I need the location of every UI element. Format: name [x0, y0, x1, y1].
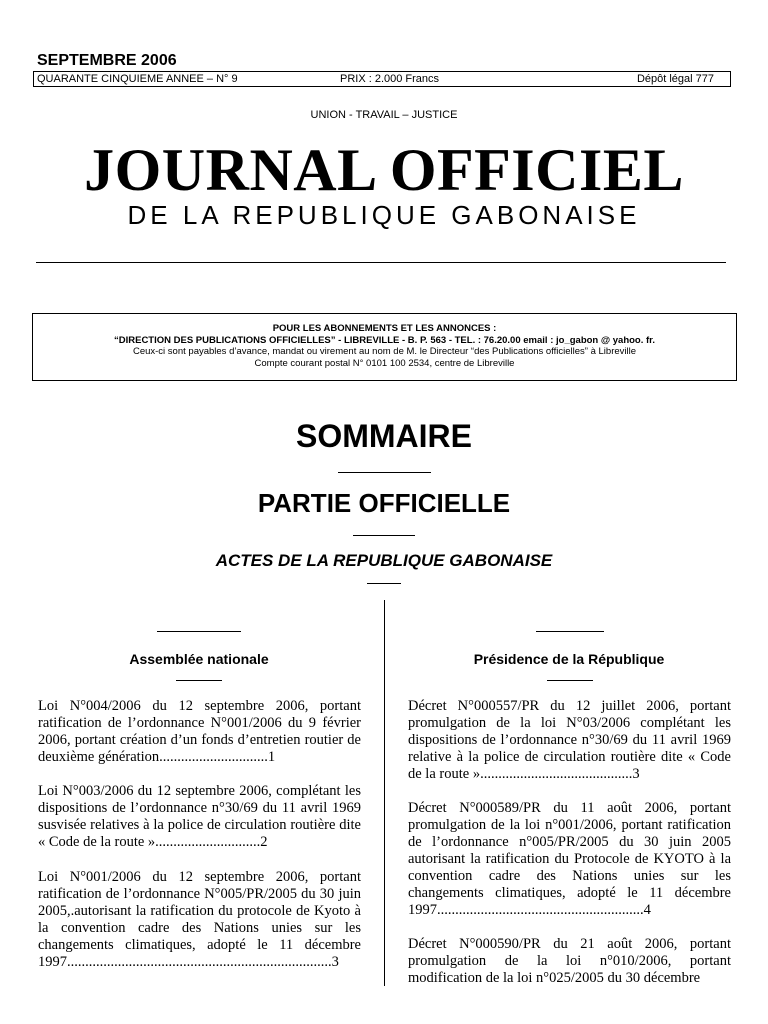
- right-heading-rule: [547, 680, 593, 681]
- summary-divider: [338, 472, 431, 473]
- year-number: QUARANTE CINQUIEME ANNEE – N° 9: [37, 73, 238, 85]
- issue-info-bar: [33, 71, 731, 87]
- right-column-rule: [536, 631, 604, 632]
- left-column-rule: [157, 631, 241, 632]
- summary-entry: Décret N°000589/PR du 11 août 2006, portant promulgation de la loi n°001/2006, portant ratification de l’ordonnance n°005/PR/2005 du 30 juin 2005 autorisant la ratification du Protocole de KYOTO à la convention cadre des Nations unies sur les changements climatiques, adopté le 11 décembre 1997.........................................................4: [408, 800, 731, 918]
- section-heading-assembly: Assemblée nationale: [129, 651, 269, 667]
- subscription-heading: POUR LES ABONNEMENTS ET LES ANNONCES :: [272, 323, 497, 334]
- legal-deposit: Dépôt légal 777: [636, 73, 714, 85]
- part-divider: [353, 535, 415, 536]
- journal-subtitle: DE LA REPUBLIQUE GABONAISE: [127, 200, 641, 230]
- column-divider: [384, 600, 385, 986]
- acts-heading: ACTES DE LA REPUBLIQUE GABONAISE: [215, 551, 553, 570]
- subscription-info-box: [32, 313, 737, 381]
- journal-title: JOURNAL OFFICIEL: [84, 137, 684, 203]
- postal-account: Compte courant postal N° 0101 100 2534, centre de Libreville: [254, 357, 515, 369]
- summary-heading: SOMMAIRE: [296, 418, 472, 454]
- summary-entry: Loi N°003/2006 du 12 septembre 2006, complétant les dispositions de l’ordonnance n°30/69 du 11 avril 1969 susvisée relatives à la police de circulation routière dite « Code de la route ».............................2: [38, 783, 361, 850]
- title-divider: [36, 262, 726, 263]
- summary-entry: Loi N°001/2006 du 12 septembre 2006, portant ratification de l’ordonnance N°005/PR/2005 du 30 juin 2005,.autorisant la ratification du protocole de Kyoto à la convention cadre des Nations unies sur les changements climatiques, adopté le 11 décembre 1997.........................................................................3: [38, 869, 361, 970]
- issue-date: SEPTEMBRE 2006: [37, 52, 177, 69]
- summary-entry: Décret N°000590/PR du 21 août 2006, portant promulgation de la loi n°010/2006, portant modification de la loi n°025/2005 du 30 décembre: [408, 936, 731, 986]
- acts-divider: [367, 583, 401, 584]
- payment-terms: Ceux-ci sont payables d’avance, mandat ou virement au nom de M. le Directeur “des Publications officielles” à Libreville: [132, 346, 637, 357]
- summary-entry: Loi N°004/2006 du 12 septembre 2006, portant ratification de l’ordonnance N°001/2006 du 9 février 2006, portant création d’un fonds d’entretien routier de deuxième génération..............................1: [38, 698, 361, 765]
- price: PRIX : 2.000 Francs: [340, 73, 440, 85]
- part-heading: PARTIE OFFICIELLE: [257, 488, 511, 518]
- left-heading-rule: [176, 680, 222, 681]
- national-motto: UNION - TRAVAIL – JUSTICE: [310, 109, 458, 121]
- section-heading-presidency: Présidence de la République: [473, 651, 665, 667]
- summary-entry: Décret N°000557/PR du 12 juillet 2006, portant promulgation de la loi N°03/2006 complétant les dispositions de l’ordonnance n°30/69 du 11 avril 1969 relative à la police de circulation routière dite « Code de la route »..........................................3: [408, 698, 731, 782]
- publisher-contact: “DIRECTION DES PUBLICATIONS OFFICIELLES” - LIBREVILLE - B. P. 563 - TEL. : 76.20.00 email : jo_gabon @ yahoo. fr.: [114, 334, 655, 346]
